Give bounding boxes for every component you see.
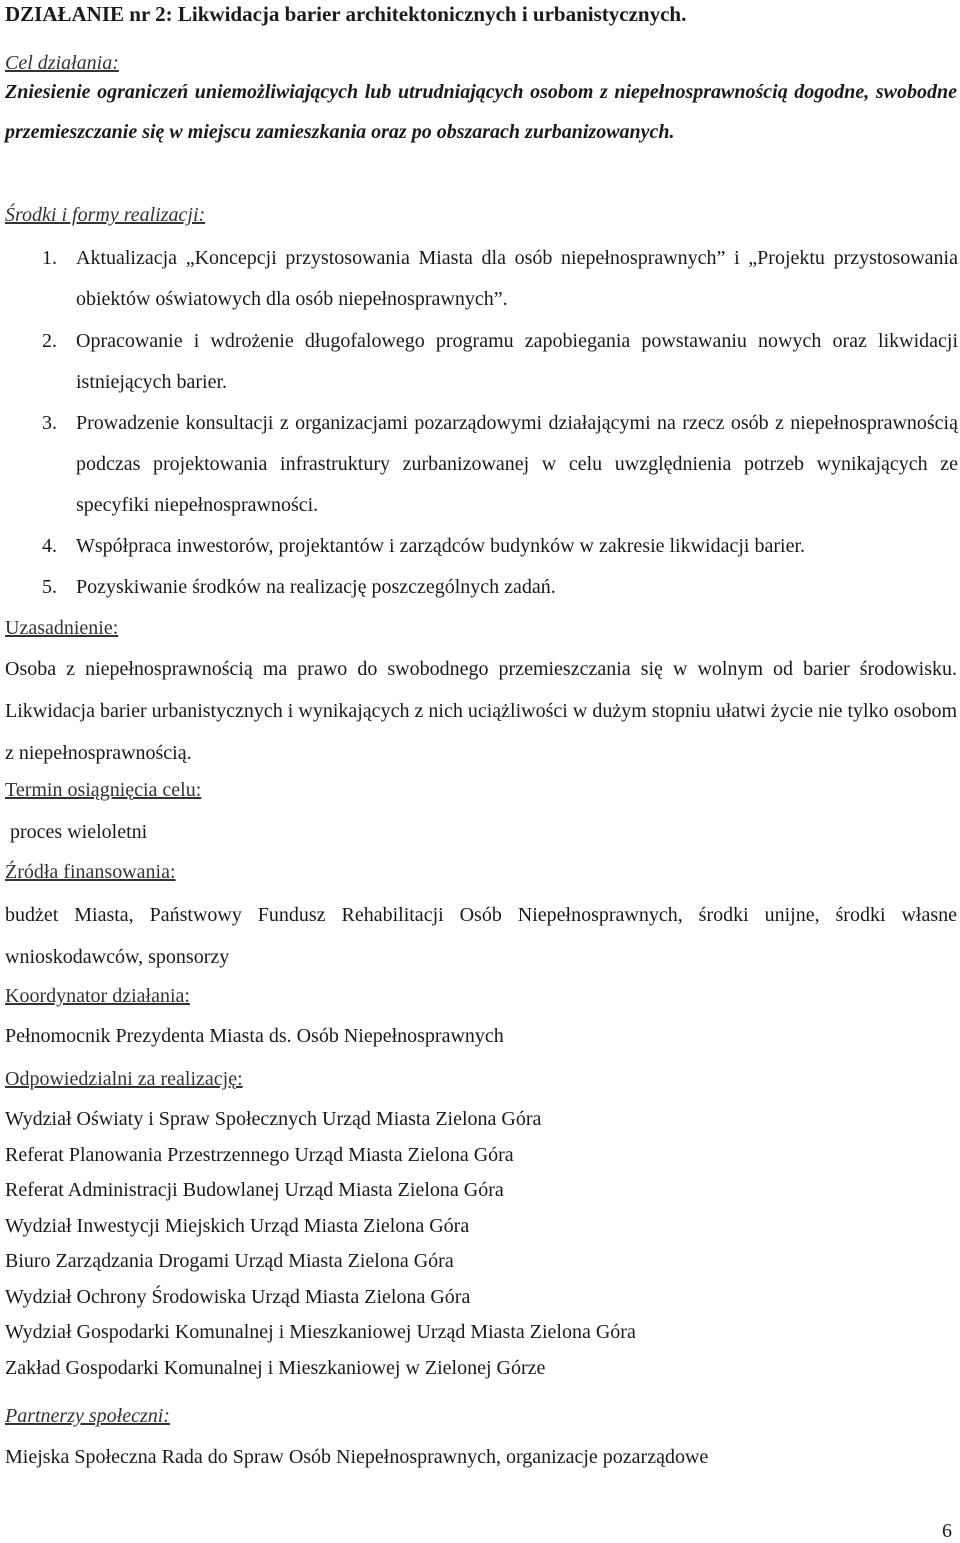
justification-text: Osoba z niepełnosprawnością ma prawo do swobodnego przemieszczania się w wolnym od barier środowisku. Likwidacja barier urbanistycznych i wynikających z nich uciążliwości w dużym stopniu ułatwi życie nie tylko osobom z niepełnosprawnością.: [5, 658, 957, 764]
means-item-text: Współpraca inwestorów, projektantów i zarządców budynków w zakresie likwidacji barier.: [76, 535, 806, 557]
coordinator-heading: Koordynator działania:: [5, 985, 190, 1007]
justification-heading: Uzasadnienie:: [5, 617, 119, 639]
responsible-item: Wydział Oświaty i Spraw Społecznych Urząd Miasta Zielona Góra: [5, 1108, 542, 1130]
responsible-item: Referat Administracji Budowlanej Urząd Miasta Zielona Góra: [5, 1179, 504, 1201]
means-heading: Środki i formy realizacji:: [5, 204, 206, 226]
means-item-number: 5.: [42, 576, 57, 598]
funding-text: budżet Miasta, Państwowy Fundusz Rehabilitacji Osób Niepełnosprawnych, środki unijne, środki własne wnioskodawców, sponsorzy: [5, 904, 957, 968]
responsible-item: Wydział Ochrony Środowiska Urząd Miasta Zielona Góra: [5, 1286, 471, 1308]
means-item-number: 1.: [42, 247, 57, 269]
deadline-text: proces wieloletni: [10, 821, 148, 843]
document-title: DZIAŁANIE nr 2: Likwidacja barier architektonicznych i urbanistycznych.: [5, 2, 687, 26]
responsible-item: Biuro Zarządzania Drogami Urząd Miasta Zielona Góra: [5, 1250, 454, 1272]
means-item-number: 3.: [42, 412, 57, 434]
goal-text: Zniesienie ograniczeń uniemożliwiających lub utrudniających osobom z niepełnosprawnością dogodne, swobodne przemieszczanie się w miejscu zamieszkania oraz po obszarach zurbanizowanych.: [5, 81, 957, 143]
means-item-number: 4.: [42, 535, 57, 557]
responsible-heading: Odpowiedzialni za realizację:: [5, 1068, 243, 1090]
page-number: 6: [942, 1520, 952, 1542]
means-item-text: Aktualizacja „Koncepcji przystosowania Miasta dla osób niepełnosprawnych” i „Projektu przystosowania obiektów oświatowych dla osób niepełnosprawnych”.: [76, 247, 958, 310]
means-item-text: Prowadzenie konsultacji z organizacjami pozarządowymi działającymi na rzecz osób z niepełnosprawnością podczas projektowania infrastruktury zurbanizowanej w celu uwzględnienia potrzeb wynikających ze specyfiki niepełnosprawności.: [76, 412, 958, 516]
partners-text: Miejska Społeczna Rada do Spraw Osób Niepełnosprawnych, organizacje pozarządowe: [5, 1446, 709, 1468]
funding-heading: Źródła finansowania:: [5, 861, 176, 883]
coordinator-text: Pełnomocnik Prezydenta Miasta ds. Osób Niepełnosprawnych: [5, 1025, 504, 1047]
responsible-item: Referat Planowania Przestrzennego Urząd Miasta Zielona Góra: [5, 1144, 514, 1166]
partners-heading: Partnerzy społeczni:: [5, 1405, 170, 1427]
means-item-number: 2.: [42, 330, 57, 352]
responsible-item: Wydział Inwestycji Miejskich Urząd Miasta Zielona Góra: [5, 1215, 470, 1237]
responsible-item: Wydział Gospodarki Komunalnej i Mieszkaniowej Urząd Miasta Zielona Góra: [5, 1321, 636, 1343]
deadline-heading: Termin osiągnięcia celu:: [5, 779, 202, 801]
means-item-text: Opracowanie i wdrożenie długofalowego programu zapobiegania powstawaniu nowych oraz likwidacji istniejących barier.: [76, 330, 958, 393]
responsible-item: Zakład Gospodarki Komunalnej i Mieszkaniowej w Zielonej Górze: [5, 1357, 546, 1379]
goal-heading: Cel działania:: [5, 52, 119, 74]
means-item-text: Pozyskiwanie środków na realizację poszczególnych zadań.: [76, 576, 556, 598]
